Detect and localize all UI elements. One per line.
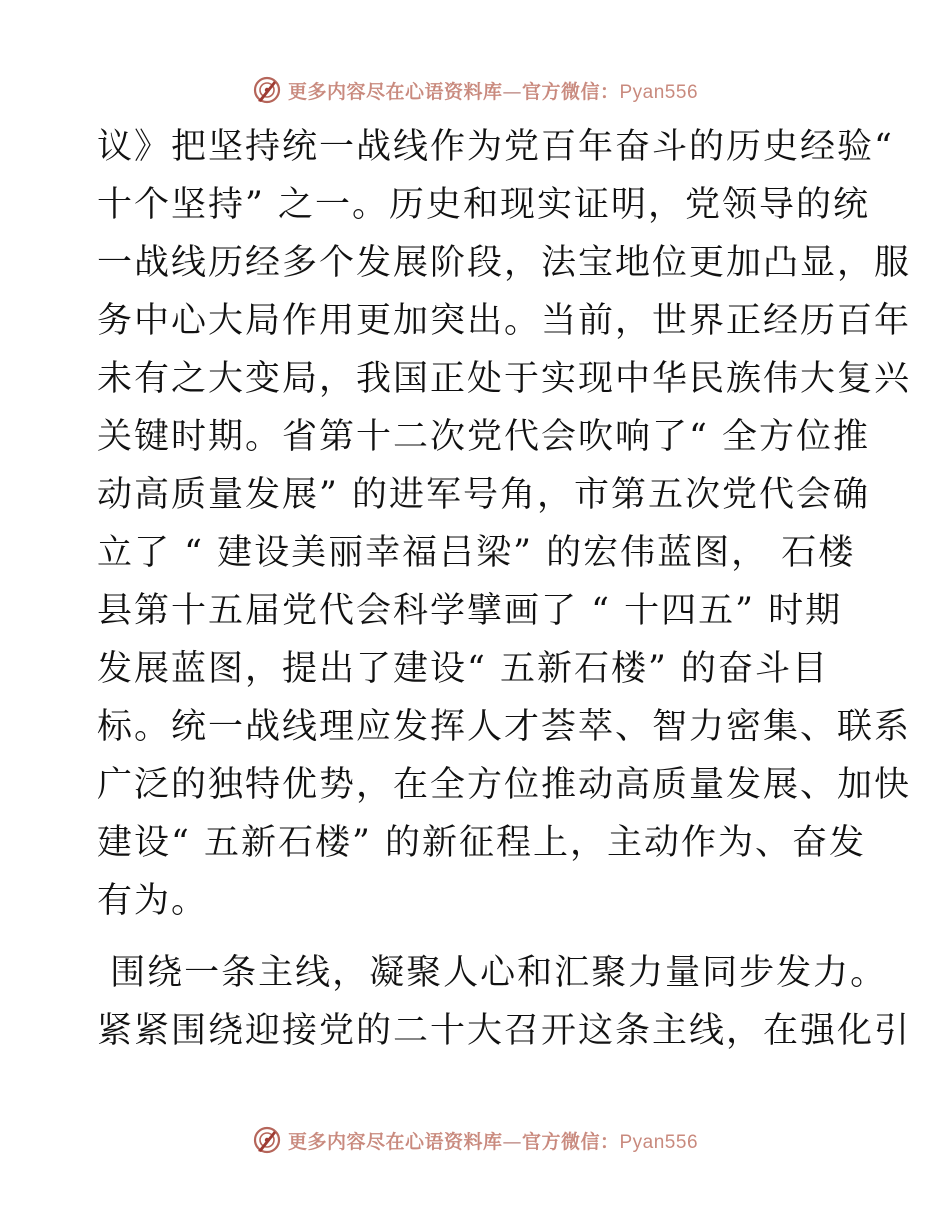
text-line: 广泛的独特优势，在全方位推动高质量发展、加快 xyxy=(97,765,912,805)
document-body xyxy=(97,118,912,1060)
text-line: 十个坚持” 之一。历史和现实证明，党领导的统 xyxy=(97,185,871,225)
watermark-text xyxy=(288,77,698,104)
watermark-wechat-label: 官方微信： xyxy=(521,80,620,103)
watermark-text xyxy=(288,1127,698,1154)
watermark-site-name: 更多内容尽在心语资料库 xyxy=(287,80,503,103)
text-line: 县第十五届党代会科学擘画了 “ 十四五” 时期 xyxy=(97,591,843,631)
text-line: 标。统一战线理应发挥人才荟萃、智力密集、联系 xyxy=(97,707,912,747)
watermark-wechat-id: Pyan556 xyxy=(619,1131,699,1153)
quill-logo-icon xyxy=(252,75,282,105)
text-line: 发展蓝图，提出了建设“ 五新石楼” 的奋斗目 xyxy=(97,649,830,689)
footer-watermark xyxy=(0,1122,950,1158)
paragraph-1 xyxy=(97,118,912,930)
text-line: 动高质量发展” 的进军号角，市第五次党代会确 xyxy=(97,475,871,515)
header-watermark xyxy=(0,72,950,108)
text-line: 一战线历经多个发展阶段，法宝地位更加凸显，服 xyxy=(97,243,912,283)
text-line: 立了 “ 建设美丽幸福吕梁” 的宏伟蓝图， 石楼 xyxy=(97,533,856,573)
quill-logo-icon xyxy=(252,1125,282,1155)
text-line: 务中心大局作用更加突出。当前，世界正经历百年 xyxy=(97,301,912,341)
text-line: 议》把坚持统一战线作为党百年奋斗的历史经验“ xyxy=(97,127,894,167)
text-line: 有为。 xyxy=(97,881,209,921)
watermark-separator: — xyxy=(502,1130,522,1153)
text-line: 建设“ 五新石楼” 的新征程上，主动作为、奋发 xyxy=(97,823,867,863)
text-line: 围绕一条主线，凝聚人心和汇聚力量同步发力。 xyxy=(97,953,888,993)
watermark-separator: — xyxy=(502,80,522,103)
paragraph-spacer xyxy=(97,930,857,944)
text-line: 紧紧围绕迎接党的二十大召开这条主线，在强化引 xyxy=(97,1011,912,1051)
text-line: 未有之大变局，我国正处于实现中华民族伟大复兴 xyxy=(97,359,912,399)
text-line: 关键时期。省第十二次党代会吹响了“ 全方位推 xyxy=(97,417,871,457)
watermark-wechat-label: 官方微信： xyxy=(521,1130,620,1153)
watermark-wechat-id: Pyan556 xyxy=(619,81,699,103)
paragraph-2 xyxy=(97,944,912,1060)
watermark-site-name: 更多内容尽在心语资料库 xyxy=(287,1130,503,1153)
